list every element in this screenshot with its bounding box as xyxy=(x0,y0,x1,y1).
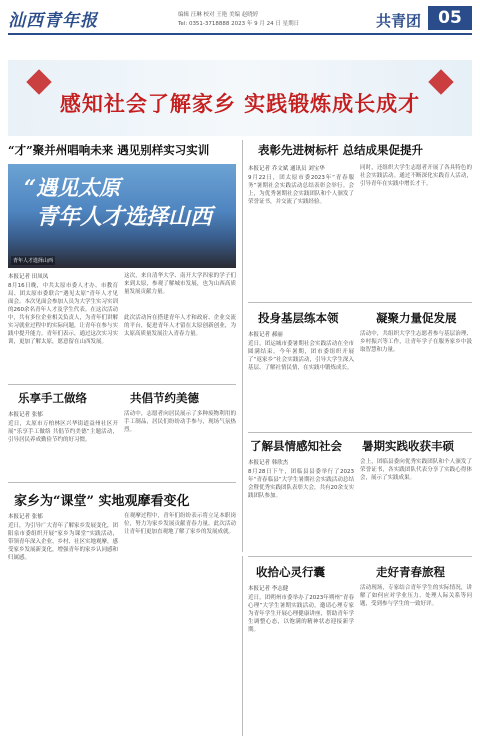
article-text-talent-2: 这次，来自清华大学、南开大学四家的学子们来到太原，参观了解城市发展，也为山西高质量发展贡献力量。 xyxy=(124,273,236,295)
byline-grassroots: 本报记者 郝丽 xyxy=(248,332,283,338)
masthead-rule xyxy=(8,33,472,35)
photo-title-line2: 青年人才选择山西 xyxy=(36,204,213,230)
headline-commend: 表彰先进树标杆 总结成果促提升 xyxy=(258,143,424,157)
article-text-talent: 8月16日晚，中共太原市委人才办、市教育局、团太原市委联合“遇见太原”青年人才见面会。本次见面会参加人员为大学生实习实训的260余名青年人才及学生代表。在这次活动中，共有多位企业相关负责人，为青年们讲解实习就业过程中的实际问题，让青年在参与实践中提升能力。青年们表示，通过这次实习实训，更加了解太原，愿意留在山西发展。 xyxy=(8,283,118,345)
article-text-grassroots: 近日，团运城市委暑期社会实践活动在全市圆满结束。今年暑期，团市委组织开展了“返家乡”社会实践活动，引导大学生深入基层、了解社情民情，在实践中锻炼成长。 xyxy=(248,341,354,371)
column-divider xyxy=(242,556,243,736)
headline-handcraft-2: 共倡节约美德 xyxy=(130,391,199,405)
article-text-mind-2: 活动现场，专家结合青年学生的实际情况，讲解了如何应对学业压力、处理人际关系等问题，受到参与学生的一致好评。 xyxy=(360,585,472,607)
article-text-county-2: 会上，团临县委向优秀实践团队和个人颁发了荣誉证书，各实践团队代表分享了实践心得体会，展示了实践成果。 xyxy=(360,459,472,481)
article-text-handcraft: 近日，太原市万柏林区兴华街道益州社区开展“乐享手工做络 共倡节约美德”主题活动，引导居民养成勤俭节约的好习惯。 xyxy=(8,421,118,443)
section-divider xyxy=(248,302,472,303)
headline-county-2: 暑期实践收获丰硕 xyxy=(362,439,454,453)
byline-county: 本报记者 韩欣杰 xyxy=(248,460,289,466)
photo-caption: 青年人才选择山西 xyxy=(13,258,54,264)
article-text-hometown-2: 在观摩过程中，青年们纷纷表示将立足本职岗位，努力为家乡发展贡献青春力量。此次活动让青年们更加直观地了解了家乡的发展成就。 xyxy=(124,513,236,535)
byline-commend: 本报记者 乔文斌 通讯员 刘宝华 xyxy=(248,166,325,172)
headline-grassroots-2: 凝聚力量促发展 xyxy=(376,311,457,325)
section-divider xyxy=(8,384,236,385)
headline-grassroots: 投身基层练本领 xyxy=(258,311,339,325)
article-text-commend: 9月22日，团太原市委2023年“青春服务”暑期社会实践活动总结表彰会举行。会上，为优秀暑期社会实践团队和个人颁发了荣誉证书，并交流了实践经验。 xyxy=(248,175,354,205)
section-name: 共青团 xyxy=(376,12,422,30)
headline-handcraft: 乐享手工做络 xyxy=(18,391,87,405)
article-text-grassroots-2: 活动中，共组织大学生志愿者参与基层治理、乡村振兴等工作，让青年学子在服务家乡中汲取智慧和力量。 xyxy=(360,331,472,353)
byline-talent: 本报记者 田凤凤 xyxy=(8,274,49,280)
article-text-hometown: 近日，为引导广大青年了解家乡发展变化，团阳泉市委组织开展“家乡为课堂”实践活动，带领青年深入企业、乡村、社区实地观摩，感受家乡发展新变化，增强青年的家乡认同感和归属感。 xyxy=(8,523,118,561)
headline-talent: “才”聚并州唱响未来 遇见别样实习实训 xyxy=(8,143,210,157)
article-text-handcraft-2: 活动中，志愿者向居民展示了多种废物利用的手工制品，居民们纷纷动手参与，现场气氛热烈。 xyxy=(124,411,236,433)
headline-mind: 收拾心灵行囊 xyxy=(256,565,325,579)
headline-mind-2: 走好青春旅程 xyxy=(376,565,445,579)
article-text-talent-3: 此次活动旨在搭建青年人才和政府、企业交流的平台，促进青年人才留在太原创新创业，为太原高质量发展注入青春力量。 xyxy=(124,315,236,337)
event-photo xyxy=(8,164,236,268)
article-text-mind: 近日，团朔州市委举办了2023年朔州“青春心理”大学生暑期实践活动，邀请心理专家为青年学生开展心理健康讲座，帮助青年学生调整心态，以饱满的精神状态迎接新学期。 xyxy=(248,595,354,633)
newspaper-title: 汕西青年报 xyxy=(8,11,98,31)
byline-handcraft: 本报记者 张郁 xyxy=(8,412,43,418)
column-divider xyxy=(242,140,243,552)
section-divider xyxy=(8,482,236,483)
article-text-county: 8月28日下午，团临县县委举行了2023年“青春临县”大学生暑期社会实践活动总结会暨优秀实践团队表彰大会，共有20余支实践团队参加。 xyxy=(248,469,354,499)
page-number: 05 xyxy=(428,6,472,30)
photo-title-line1: “遇见太原 xyxy=(24,175,121,200)
headline-county: 了解县情感知社会 xyxy=(250,439,342,453)
byline-hometown: 本报记者 张郁 xyxy=(8,514,43,520)
article-text-commend-2: 同时，还组织大学生志愿者开展了各具特色的社会实践活动。通过不断深化实践育人活动，引导青年在实践中增长才干。 xyxy=(360,165,472,187)
section-divider xyxy=(248,432,472,433)
section-divider xyxy=(248,556,472,557)
banner-title: 感知社会了解家乡 实践锻炼成长成才 xyxy=(59,91,421,116)
byline-mind: 本报记者 李志健 xyxy=(248,586,289,592)
editor-credits: 编辑 汪琳 校对 王艳 美编 赵晓婷 xyxy=(178,12,259,18)
headline-hometown: 家乡为“课堂” 实地观摩看变化 xyxy=(14,494,190,509)
date-line: Tel: 0351-3718888 2023 年 9 月 24 日 星期日 xyxy=(178,21,300,27)
